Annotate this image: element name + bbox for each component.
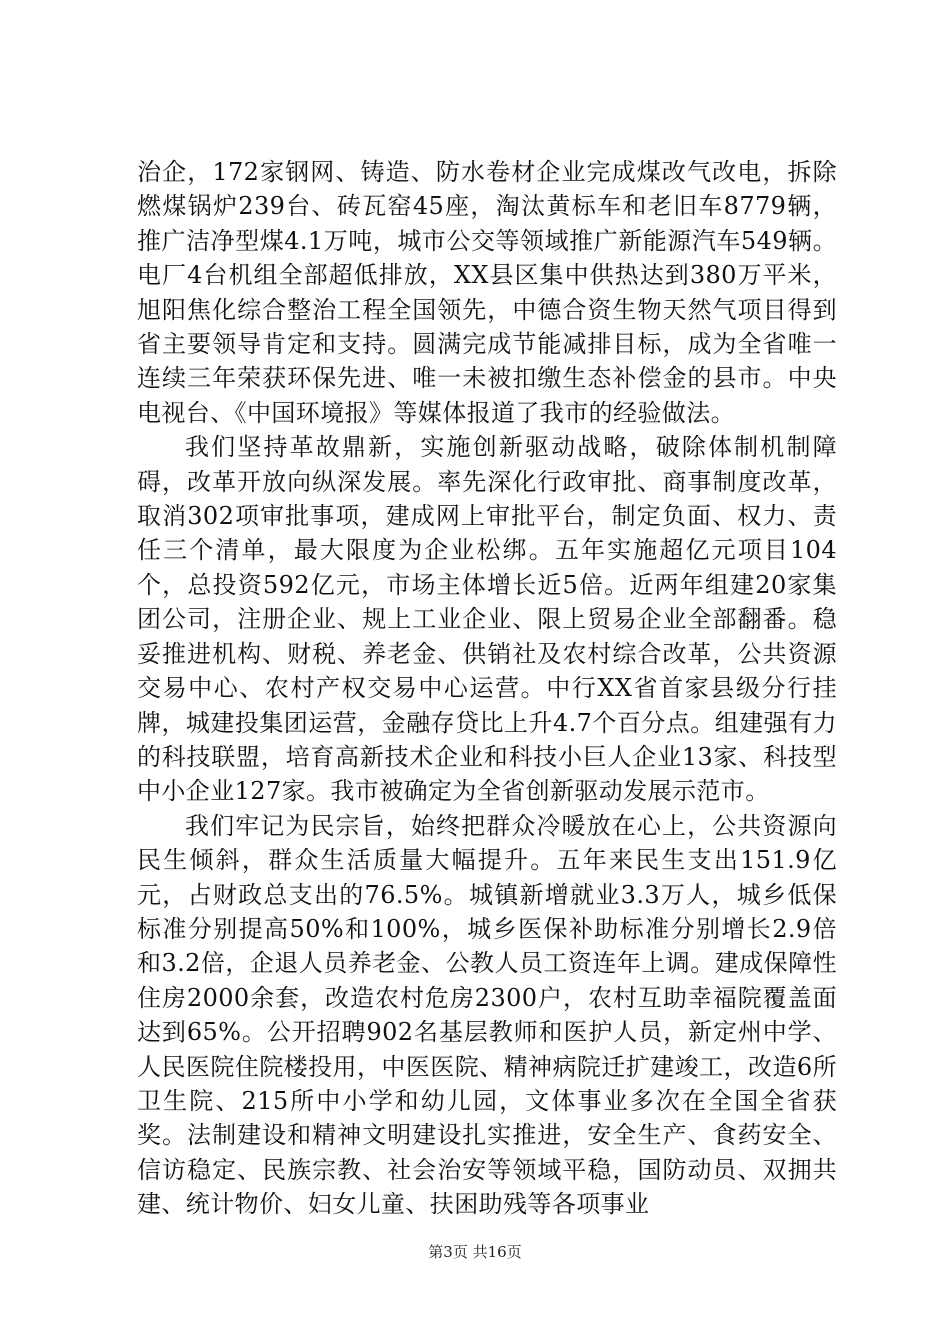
page-footer: 第3页 共16页 [428, 1243, 522, 1261]
paragraph-1: 治企，172家钢网、铸造、防水卷材企业完成煤改气改电，拆除燃煤锅炉239台、砖瓦窑45座，淘汰黄标车和老旧车8779辆，推广洁净型煤4.1万吨，城市公交等领域推广新能源汽车549辆。电厂4台机组全部超低排放，XX县区集中供热达到380万平米，旭阳焦化综合整治工程全国领先，中德合资生物天然气项目得到省主要领导肯定和支持。圆满完成节能减排目标，成为全省唯一连续三年荣获环保先进、唯一未被扣缴生态补偿金的县市。中央电视台、《中国环境报》等媒体报道了我市的经验做法。 [137, 158, 837, 427]
paragraph-2: 我们坚持革故鼎新，实施创新驱动战略，破除体制机制障碍，改革开放向纵深发展。率先深化行政审批、商事制度改革，取消302项审批事项，建成网上审批平台，制定负面、权力、责任三个清单，最大限度为企业松绑。五年实施超亿元项目104个，总投资592亿元，市场主体增长近5倍。近两年组建20家集团公司，注册企业、规上工业企业、限上贸易企业全部翻番。稳妥推进机构、财税、养老金、供销社及农村综合改革，公共资源交易中心、农村产权交易中心运营。中行XX省首家县级分行挂牌，城建投集团运营，金融存贷比上升4.7个百分点。组建强有力的科技联盟，培育高新技术企业和科技小巨人企业13家、科技型中小企业127家。我市被确定为全省创新驱动发展示范市。 [137, 433, 837, 806]
document-body [137, 155, 837, 1222]
paragraph-3: 我们牢记为民宗旨，始终把群众冷暖放在心上，公共资源向民生倾斜，群众生活质量大幅提升。五年来民生支出151.9亿元，占财政总支出的76.5%。城镇新增就业3.3万人，城乡低保标准分别提高50%和100%，城乡医保补助标准分别增长2.9倍和3.2倍，企退人员养老金、公教人员工资连年上调。建成保障性住房2000余套，改造农村危房2300户，农村互助幸福院覆盖面达到65%。公开招聘902名基层教师和医护人员，新定州中学、人民医院住院楼投用，中医医院、精神病院迁扩建竣工，改造6所卫生院、215所中小学和幼儿园，文体事业多次在全国全省获奖。法制建设和精神文明建设扎实推进，安全生产、食药安全、信访稳定、民族宗教、社会治安等领域平稳，国防动员、双拥共建、统计物价、妇女儿童、扶困助残等各项事业 [137, 811, 837, 1219]
